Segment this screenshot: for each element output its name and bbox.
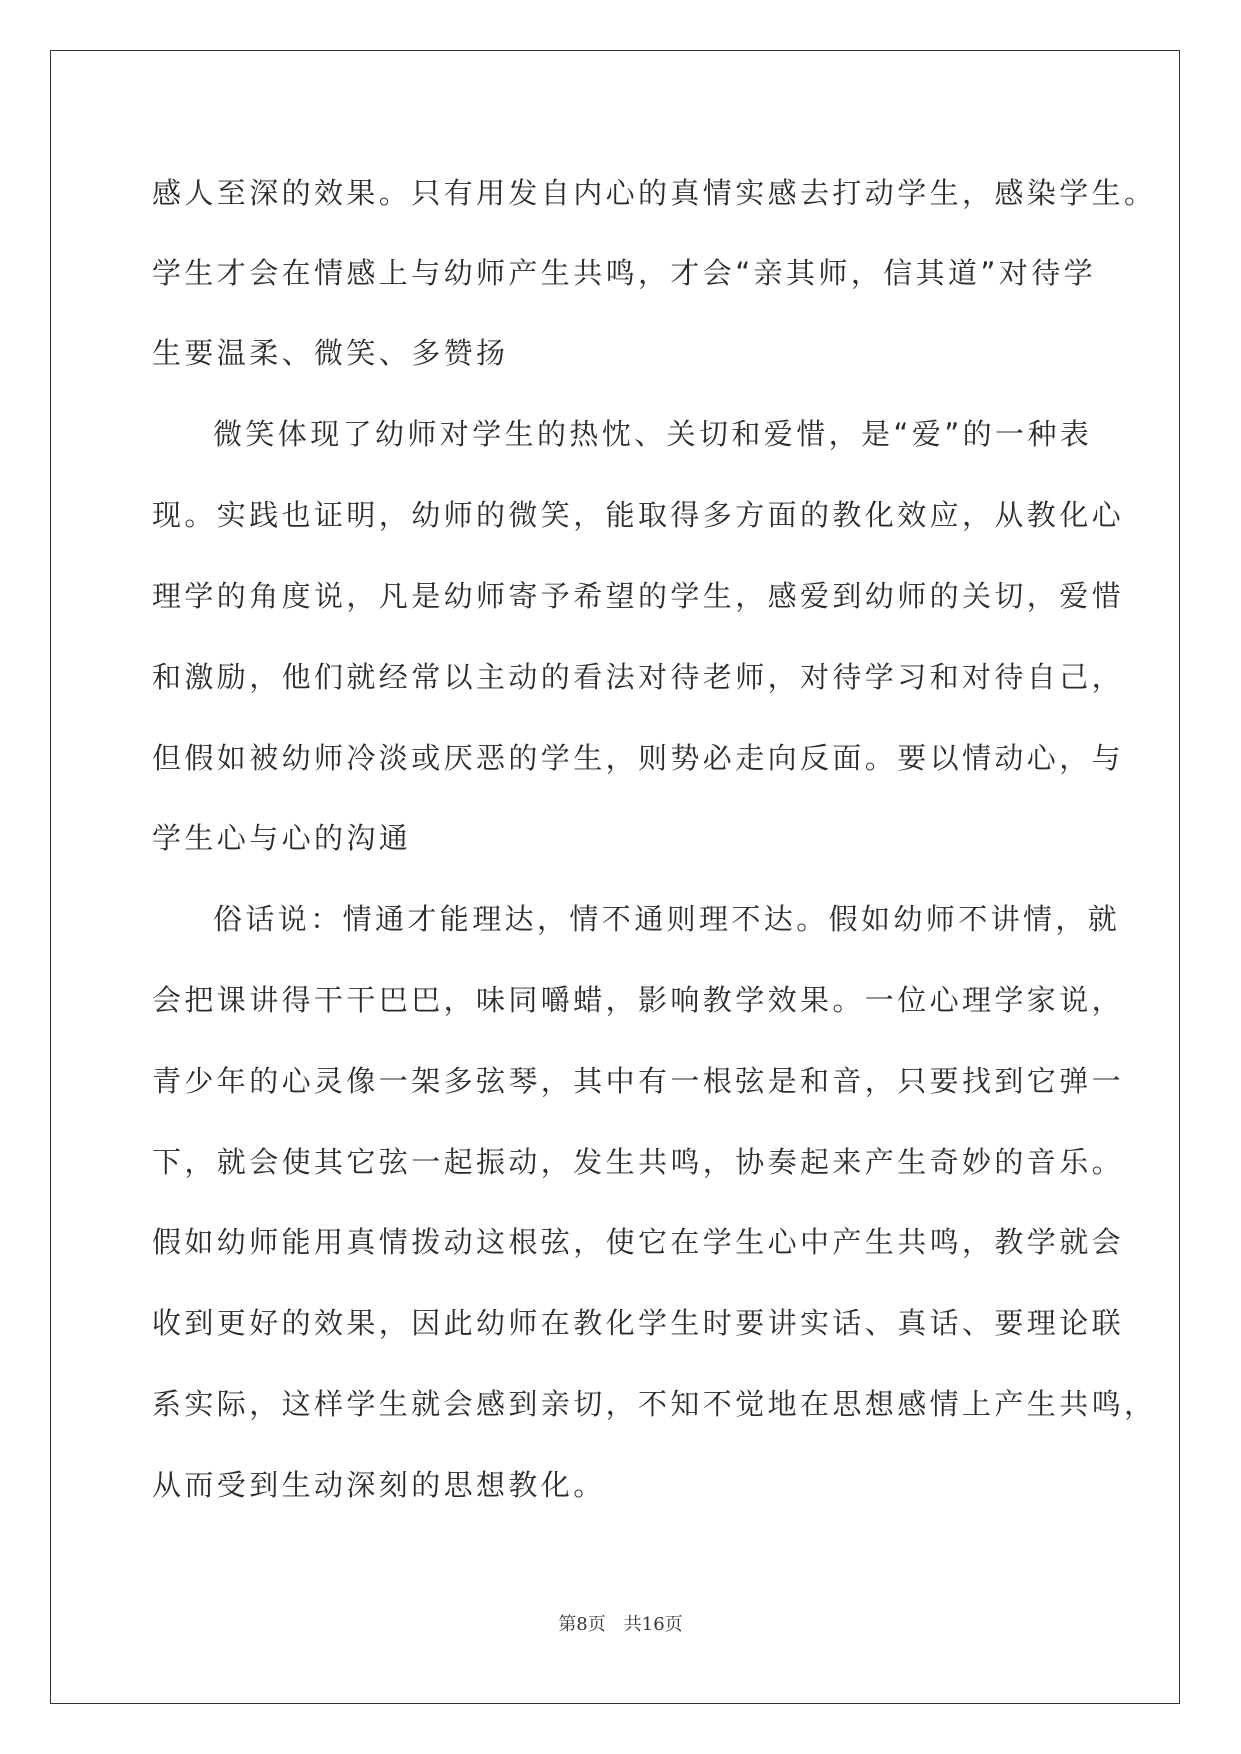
text-line-13: 下，就会使其它弦一起振动，发生共鸣，协奏起来产生奇妙的音乐。 bbox=[152, 1145, 1125, 1179]
text-line-9: 学生心与心的沟通 bbox=[152, 821, 412, 855]
text-line-10: 俗话说：情通才能理达，情不通则理不达。假如幼师不讲情，就 bbox=[213, 902, 1121, 936]
text-line-2: 学生才会在情感上与幼师产生共鸣，才会“亲其师，信其道”对待学 bbox=[152, 256, 1097, 290]
text-line-14: 假如幼师能用真情拨动这根弦，使它在学生心中产生共鸣，教学就会 bbox=[152, 1225, 1125, 1259]
page-number-footer: 第8页 共16页 bbox=[558, 1614, 683, 1635]
text-line-11: 会把课讲得干干巴巴，味同嚼蜡，影响教学效果。一位心理学家说， bbox=[152, 983, 1125, 1017]
text-line-8: 但假如被幼师冷淡或厌恶的学生，则势必走向反面。要以情动心，与 bbox=[152, 741, 1125, 775]
text-line-1: 感人至深的效果。只有用发自内心的真情实感去打动学生，感染学生。 bbox=[152, 176, 1157, 210]
text-line-4: 微笑体现了幼师对学生的热忱、关切和爱惜，是“爱”的一种表 bbox=[213, 417, 1093, 451]
text-line-15: 收到更好的效果，因此幼师在教化学生时要讲实话、真话、要理论联 bbox=[152, 1306, 1125, 1340]
text-line-17: 从而受到生动深刻的思想教化。 bbox=[152, 1468, 606, 1502]
page-frame bbox=[50, 50, 1180, 1704]
text-line-3: 生要温柔、微笑、多赞扬 bbox=[152, 336, 509, 370]
text-line-6: 理学的角度说，凡是幼师寄予希望的学生，感爱到幼师的关切，爱惜 bbox=[152, 579, 1125, 613]
text-line-12: 青少年的心灵像一架多弦琴，其中有一根弦是和音，只要找到它弹一 bbox=[152, 1064, 1125, 1098]
text-line-7: 和激励，他们就经常以主动的看法对待老师，对待学习和对待自己， bbox=[152, 660, 1125, 694]
text-line-5: 现。实践也证明，幼师的微笑，能取得多方面的教化效应，从教化心 bbox=[152, 498, 1125, 532]
text-line-16: 系实际，这样学生就会感到亲切，不知不觉地在思想感情上产生共鸣， bbox=[152, 1387, 1157, 1421]
